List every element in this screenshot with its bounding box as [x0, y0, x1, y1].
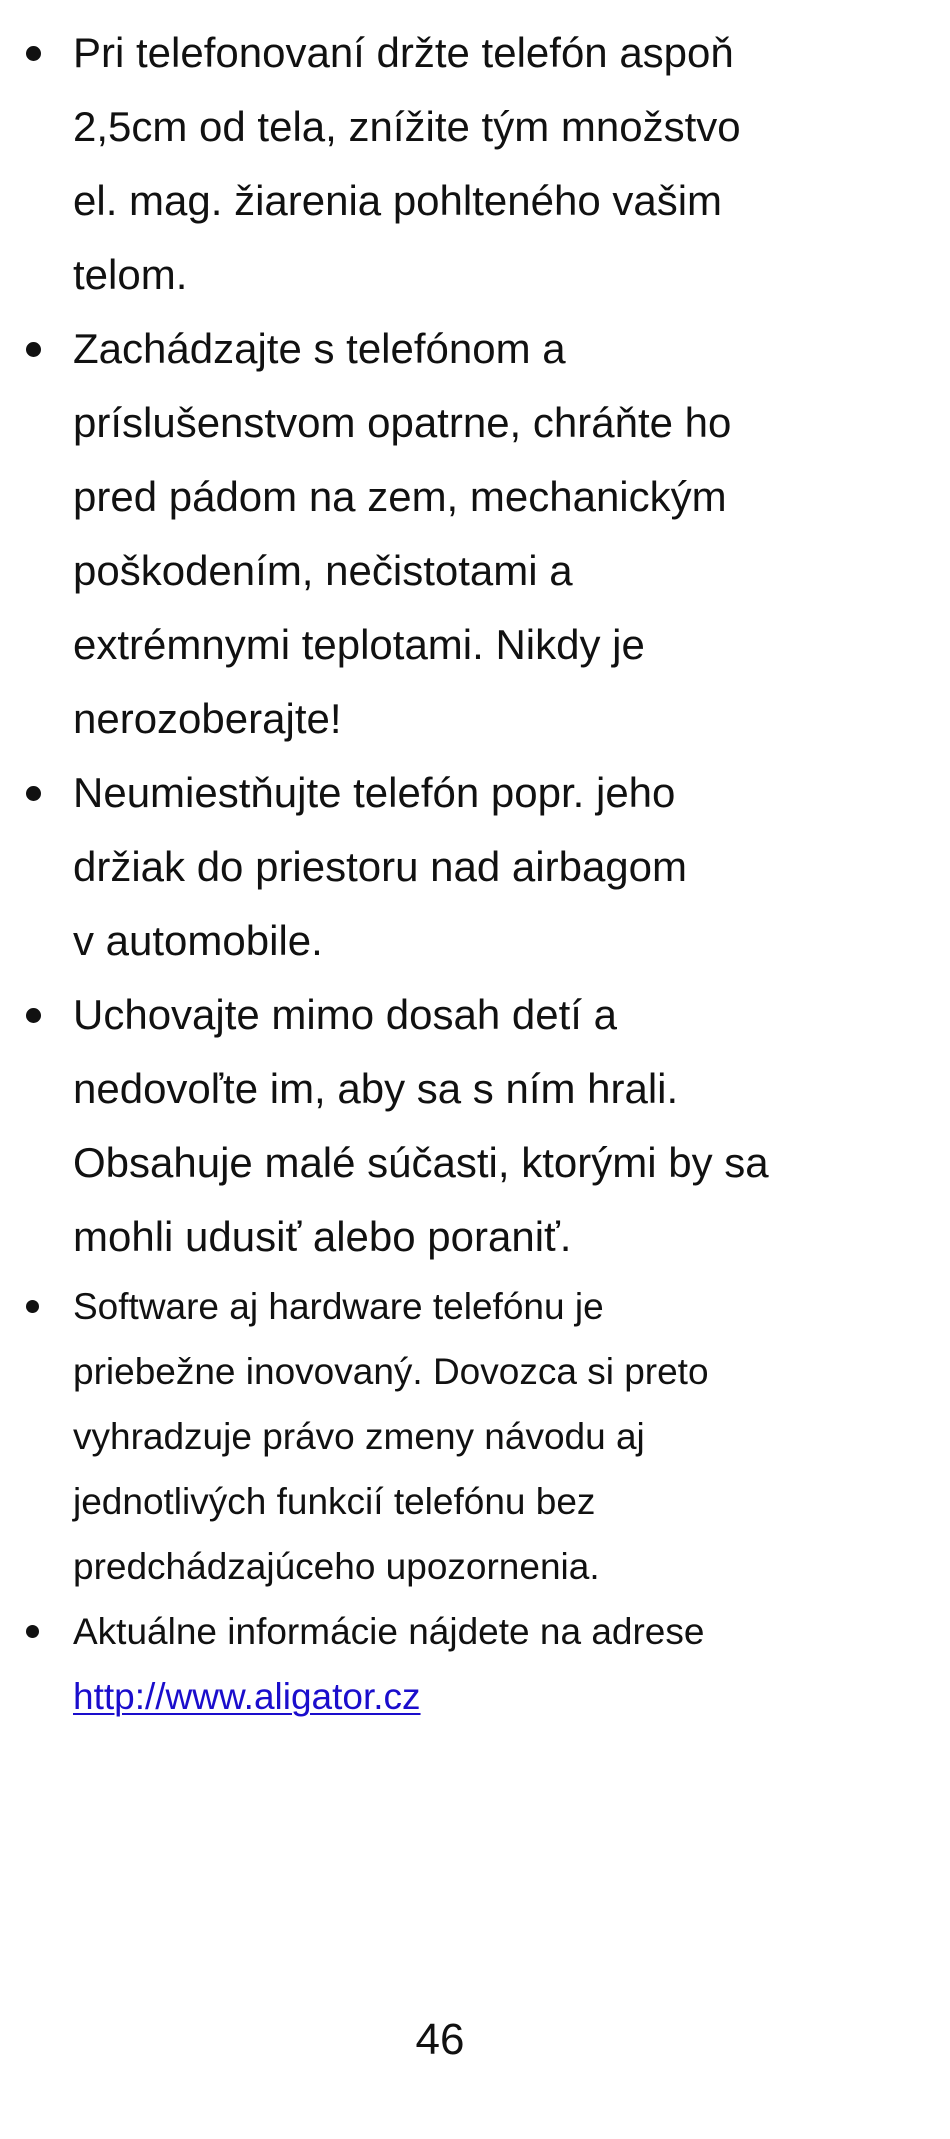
bullet-icon	[26, 1008, 41, 1023]
bullet-icon	[26, 786, 41, 801]
bullet-line: Aktuálne informácie nájdete na adrese	[73, 1611, 705, 1652]
bullet-line: nerozoberajte!	[73, 695, 342, 742]
bullet-line: jednotlivých funkcií telefónu bez	[73, 1481, 596, 1522]
bullet-line: Neumiestňujte telefón popr. jeho	[73, 769, 676, 816]
bullet-line: poškodením, nečistotami a	[73, 547, 573, 594]
bullet-line: extrémnymi teplotami. Nikdy je	[73, 621, 645, 668]
bullet-line: príslušenstvom opatrne, chráňte ho	[73, 399, 732, 446]
page-number: 46	[415, 2015, 465, 2064]
bullet-line: mohli udusiť alebo poraniť.	[73, 1213, 572, 1260]
bullet-item-handling	[0, 312, 950, 756]
bullet-line: el. mag. žiarenia pohlteného vašim	[73, 177, 723, 224]
bullet-line: v automobile.	[73, 917, 323, 964]
bullet-line: 2,5cm od tela, znížite tým množstvo	[73, 103, 741, 150]
bullet-line: vyhradzuje právo zmeny návodu aj	[73, 1416, 645, 1457]
safety-bullet-list	[0, 16, 950, 1729]
bullet-item-software	[0, 1274, 950, 1599]
bullet-item-children	[0, 978, 950, 1274]
bullet-line: Software aj hardware telefónu je	[73, 1286, 604, 1327]
bullet-icon	[26, 342, 41, 357]
bullet-line: telom.	[73, 251, 188, 298]
bullet-line: Uchovajte mimo dosah detí a	[73, 991, 617, 1038]
bullet-line: nedovoľte im, aby sa s ním hrali.	[73, 1065, 679, 1112]
bullet-item-airbag	[0, 756, 950, 978]
link-line	[73, 1664, 910, 1729]
bullet-line: pred pádom na zem, mechanickým	[73, 473, 727, 520]
bullet-line: Pri telefonovaní držte telefón aspoň	[73, 29, 734, 76]
bullet-line: držiak do priestoru nad airbagom	[73, 843, 688, 890]
bullet-line: predchádzajúceho upozornenia.	[73, 1546, 600, 1587]
website-link[interactable]: http://www.aligator.cz	[73, 1676, 421, 1717]
bullet-icon	[26, 46, 41, 61]
bullet-icon	[26, 1625, 39, 1638]
bullet-line: priebežne inovovaný. Dovozca si preto	[73, 1351, 709, 1392]
bullet-item-info	[0, 1599, 950, 1729]
bullet-icon	[26, 1300, 39, 1313]
bullet-item-distance	[0, 16, 950, 312]
bullet-line: Zachádzajte s telefónom a	[73, 325, 566, 372]
bullet-line: Obsahuje malé súčasti, ktorými by sa	[73, 1139, 769, 1186]
